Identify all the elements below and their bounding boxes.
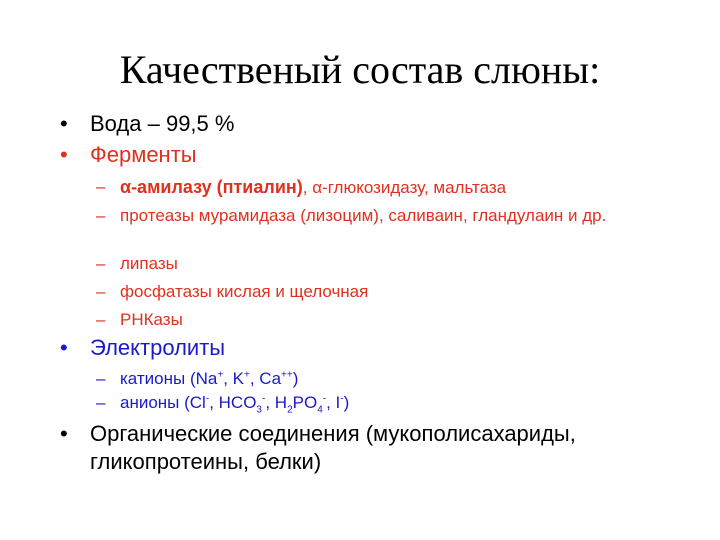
enzymes-text: Ферменты	[90, 142, 197, 167]
anions-sep3: , I	[326, 393, 341, 412]
dash-marker: –	[96, 393, 106, 412]
cations-line	[96, 369, 660, 389]
bullet-water	[60, 110, 690, 138]
po-text: PO	[292, 393, 318, 412]
organic-text: Органические соединения (мукополисахариды, гликопротеины, белки)	[90, 421, 576, 474]
dash-marker: –	[96, 206, 106, 225]
electrolytes-text: Электролиты	[90, 335, 226, 360]
enzyme-amylase	[96, 177, 660, 198]
bullet-marker: •	[60, 142, 68, 167]
po-charge: -	[322, 393, 327, 405]
lipase-text: липазы	[120, 254, 178, 273]
dash-marker: –	[96, 177, 106, 196]
hco-sub: 3	[256, 404, 262, 416]
protease-text: протеазы мурамидаза (лизоцим), саливаин, гландулаин и др.	[120, 206, 607, 225]
cations-sep2: , Ca	[249, 369, 282, 388]
enzyme-rnase	[96, 310, 660, 330]
bullet-organic	[60, 420, 670, 476]
cations-sep1: , K	[223, 369, 244, 388]
bullet-enzymes	[60, 141, 690, 169]
phosphatase-text: фосфатазы кислая и щелочная	[120, 282, 369, 301]
k-charge: +	[244, 369, 250, 381]
cl-charge: -	[205, 393, 210, 405]
cations-prefix: катионы (Na	[120, 369, 218, 388]
slide-title: Качественый состав слюны:	[119, 47, 601, 92]
water-text: Вода – 99,5 %	[90, 111, 235, 136]
anions-suffix: )	[343, 393, 350, 412]
bullet-marker: •	[60, 335, 68, 360]
hco-charge: -	[261, 393, 266, 405]
rnase-text: РНКазы	[120, 310, 183, 329]
anions-line	[96, 393, 660, 416]
i-charge: -	[340, 393, 344, 405]
anions-sep1: , HCO	[209, 393, 257, 412]
bullet-electrolytes	[60, 334, 690, 362]
po-sub: 4	[317, 404, 323, 416]
dash-marker: –	[96, 254, 106, 273]
dash-marker: –	[96, 369, 106, 388]
anions-sep2: , H	[265, 393, 288, 412]
enzyme-protease	[96, 206, 660, 226]
anions-prefix: анионы (Cl	[120, 393, 206, 412]
enzyme-phosphatase	[96, 282, 660, 302]
amylase-bold-text: α-амилазу (птиалин)	[120, 177, 303, 197]
cations-suffix: )	[292, 369, 299, 388]
amylase-rest-text: , α-глюкозидазу, мальтаза	[302, 178, 507, 197]
enzyme-lipase	[96, 254, 660, 274]
na-charge: +	[217, 369, 224, 381]
dash-marker: –	[96, 282, 106, 301]
ca-charge: ++	[281, 369, 293, 381]
h-sub: 2	[287, 404, 293, 416]
dash-marker: –	[96, 310, 106, 329]
bullet-marker: •	[60, 111, 68, 136]
bullet-marker: •	[60, 421, 68, 446]
